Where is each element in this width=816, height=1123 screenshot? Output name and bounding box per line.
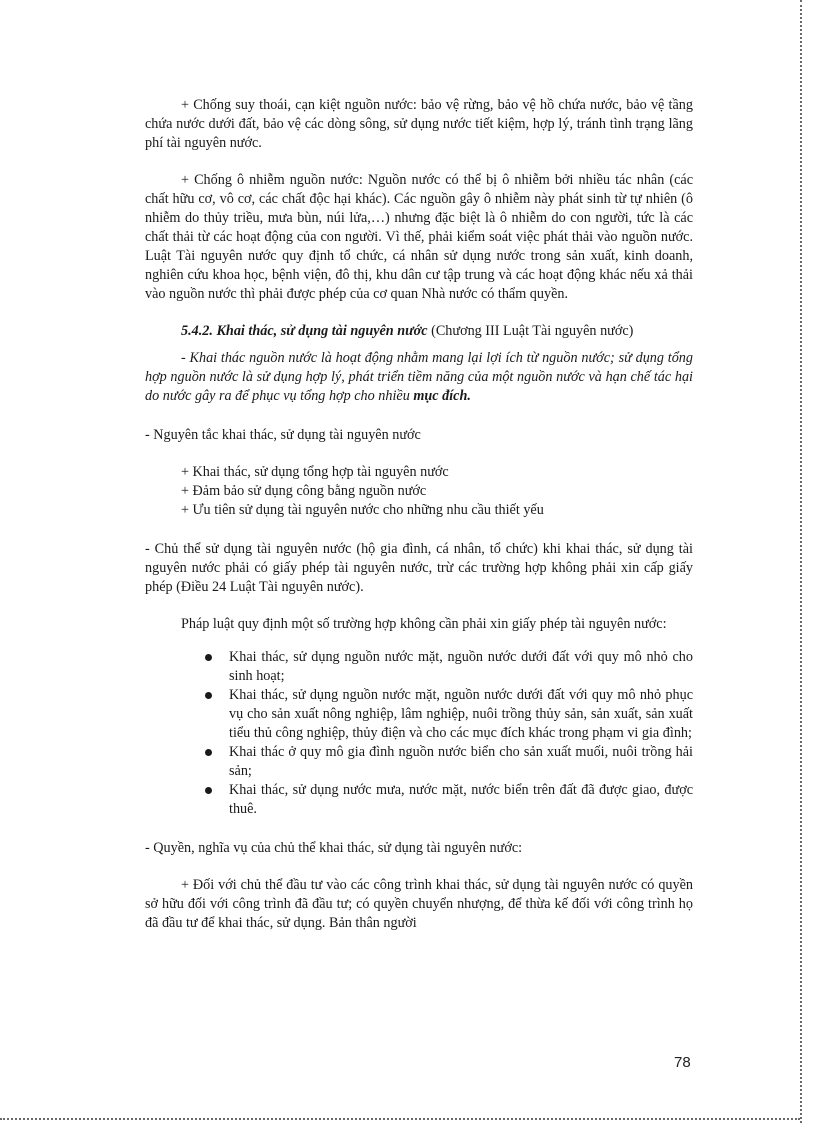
- section-heading-title: 5.4.2. Khai thác, sử dụng tài nguyên nước: [181, 323, 428, 339]
- page-content: [145, 96, 693, 933]
- paragraph-investor-rights: + Đối với chủ thể đầu tư vào các công trình khai thác, sử dụng tài nguyên nước có quyền sở hữu đối với công trình đã đầu tư; có quyền chuyển nhượng, để thừa kế đối với công trình họ đã đầu tư để khai thác, sử dụng. Bản thân người: [145, 877, 693, 931]
- exemption-item: Khai thác, sử dụng nước mưa, nước mặt, nước biển trên đất đã được giao, được thuê.: [229, 782, 693, 817]
- section-heading-reference: (Chương III Luật Tài nguyên nước): [427, 323, 634, 339]
- section-heading: [145, 322, 693, 341]
- principle-item: + Ưu tiên sử dụng tài nguyên nước cho những nhu cầu thiết yếu: [181, 502, 544, 518]
- paragraph-anti-pollution: + Chống ô nhiễm nguồn nước: Nguồn nước có thể bị ô nhiễm bởi nhiều tác nhân (các chất hữu cơ, vô cơ, các chất độc hại khác). Các nguồn gây ô nhiễm này phát sinh từ tự nhiên (ô nhiễm do thủy triều, mưa bùn, núi lửa,…) nhưng đặc biệt là ô nhiễm do con người, tức là các chất thải từ các hoạt động của con người. Vì thế, phải kiểm soát việc phát thải vào nguồn nước. Luật Tài nguyên nước quy định tổ chức, cá nhân sử dụng nước trong sản xuất, kinh doanh, nghiên cứu khoa học, bệnh viện, đô thị, khu dân cư tập trung và các hoạt động khác nếu xả thải vào nguồn nước thì phải được phép của cơ quan Nhà nước có thẩm quyền.: [145, 172, 693, 302]
- definition-end: mục đích.: [413, 388, 471, 404]
- principle-item: + Đảm bảo sử dụng công bằng nguồn nước: [181, 483, 427, 499]
- exemption-item: Khai thác, sử dụng nguồn nước mặt, nguồn nước dưới đất với quy mô nhỏ phục vụ cho sản xuất nông nghiệp, lâm nghiệp, nuôi trồng thủy sản, sản xuất, sản xuất tiểu thủ công nghiệp, thủy điện và cho các mục đích khác trong phạm vi gia đình;: [229, 687, 693, 741]
- page-edge-right: [800, 0, 805, 1123]
- exemption-item: Khai thác, sử dụng nguồn nước mặt, nguồn nước dưới đất với quy mô nhỏ cho sinh hoạt;: [229, 649, 693, 684]
- principle-item: + Khai thác, sử dụng tổng hợp tài nguyên nước: [181, 464, 449, 480]
- paragraph-subjects: - Chủ thể sử dụng tài nguyên nước (hộ gia đình, cá nhân, tổ chức) khi khai thác, sử dụng tài nguyên nước phải có giấy phép tài nguyên nước, trừ các trường hợp không phải xin cấp giấy phép (Điều 24 Luật Tài nguyên nước).: [145, 541, 693, 595]
- principles-list: [145, 463, 693, 520]
- definition-text: - Khai thác nguồn nước là hoạt động nhằm mang lại lợi ích từ nguồn nước; sử dụng tổng hợp nguồn nước là sử dụng hợp lý, phát triển tiềm năng của một nguồn nước và hạn chế tác hại do nước gây ra để phục vụ tổng hợp cho nhiều: [145, 350, 693, 404]
- definition-paragraph: [145, 349, 693, 406]
- exemption-list: [145, 648, 693, 819]
- page-edge-bottom: [0, 1118, 800, 1122]
- paragraph-anti-depletion: + Chống suy thoái, cạn kiệt nguồn nước: bảo vệ rừng, bảo vệ hồ chứa nước, bảo vệ tầng chứa nước dưới đất, bảo vệ các dòng sông, sử dụng nước tiết kiệm, hợp lý, tránh tình trạng lãng phí tài nguyên nước.: [145, 97, 693, 151]
- exemption-item: Khai thác ở quy mô gia đình nguồn nước biển cho sản xuất muối, nuôi trồng hải sản;: [229, 744, 693, 779]
- paragraph-rights: - Quyền, nghĩa vụ của chủ thể khai thác, sử dụng tài nguyên nước:: [145, 840, 523, 856]
- page-number: 78: [674, 1054, 691, 1071]
- paragraph-law: Pháp luật quy định một số trường hợp không cần phải xin giấy phép tài nguyên nước:: [181, 616, 667, 632]
- principles-title: - Nguyên tắc khai thác, sử dụng tài nguyên nước: [145, 427, 421, 443]
